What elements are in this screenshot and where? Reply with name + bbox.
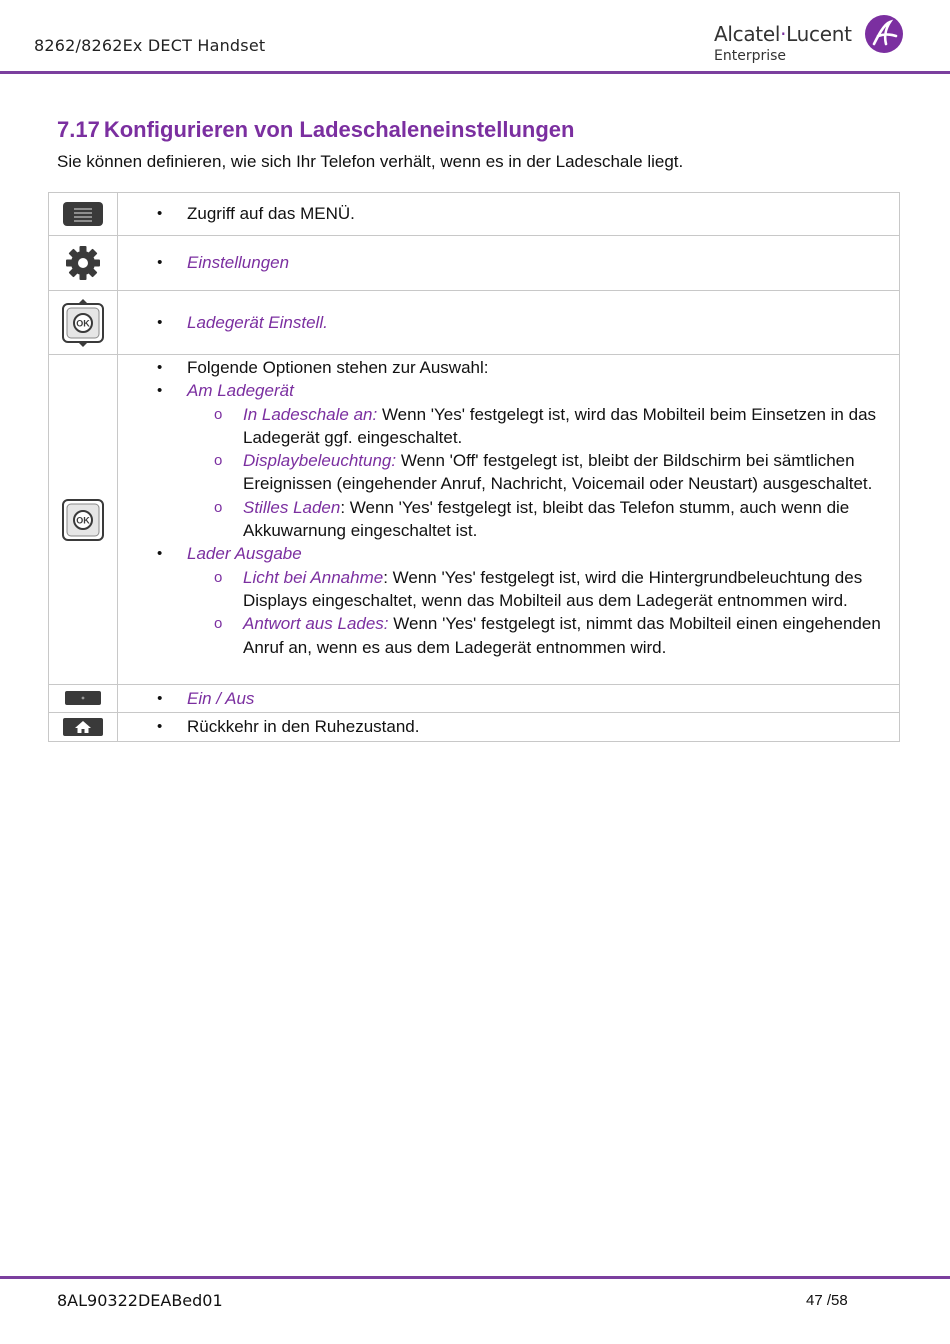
option-description: Wenn 'Yes' festgelegt ist, wird das Mobilteil beim Einsetzen in das Ladegerät ggf. eingeschaltet. [243,404,877,447]
step-icon-cell [49,236,118,291]
option-description: : Wenn 'Yes' festgelegt ist, wird die Hintergrundbeleuchtung des Displays eingeschaltet, wenn das Mobilteil aus dem Ladegerät entnommen wird. [243,567,863,610]
alcatel-lucent-logo-icon [864,14,904,54]
brand-separator: · [780,22,787,46]
step-onoff-text: • Ein / Aus [187,687,899,710]
step-icon-cell [49,713,118,742]
option-term: Licht bei Annahme [243,567,384,587]
step-row-onoff [49,685,900,713]
option-item [243,496,899,543]
step-settings-text: • Einstellungen [187,251,899,274]
option-group-am-ladegeraet [187,379,899,542]
option-group-label: Am Ladegerät [187,381,294,401]
step-text-cell [118,713,900,742]
step-menu-text: • Zugriff auf das MENÜ. [187,202,899,225]
step-text-cell [118,685,900,713]
step-text-cell [118,193,900,236]
section-intro: Sie können definieren, wie sich Ihr Telefon verhält, wenn es in der Ladeschale liegt. [57,152,684,171]
document-reference: 8AL90322DEABed01 [57,1291,223,1310]
step-text-cell [118,236,900,291]
option-item [243,566,899,613]
menu-key-icon [62,201,104,227]
home-key-icon [63,718,103,736]
steps-table [48,192,900,742]
gear-icon [64,244,102,282]
step-icon-cell [49,291,118,355]
step-row-menu [49,193,900,236]
option-term: In Ladeschale an: [243,404,378,424]
options-intro: • Folgende Optionen stehen zur Auswahl: [187,356,899,379]
ok-navigation-key-icon [61,298,105,348]
step-charger-text: • Ladegerät Einstell. [187,311,899,334]
svg-text:OK: OK [76,318,90,328]
header-rule [0,71,950,74]
option-term: Antwort aus Lades: [243,614,389,634]
option-term: Displaybeleuchtung: [243,451,397,471]
option-term: Stilles Laden [243,497,341,517]
step-row-options [49,355,900,685]
step-row-charger [49,291,900,355]
step-row-home [49,713,900,742]
svg-text:OK: OK [76,515,90,525]
brand-subtitle: Enterprise [714,48,787,64]
option-group-lader-ausgabe [187,542,899,658]
option-item [243,403,899,450]
section-heading [57,117,574,143]
option-item [243,449,899,496]
section-number: 7.17 [57,117,100,142]
brand-block [714,14,904,66]
option-description: Wenn 'Off' festgelegt ist, bleibt der Bildschirm bei sämtlichen Ereignissen (eingehender Anruf, Nachricht, Voicemail oder Neustart) ausgeschaltet. [243,451,873,494]
option-group-label: Lader Ausgabe [187,544,302,564]
brand-name-part1: Alcatel [714,22,781,46]
step-row-settings [49,236,900,291]
step-icon-cell [49,685,118,713]
footer-rule [0,1276,950,1279]
document-title: 8262/8262Ex DECT Handset [34,36,266,55]
step-text-cell [118,291,900,355]
option-description: Wenn 'Yes' festgelegt ist, nimmt das Mobilteil einen eingehenden Anruf an, wenn es aus dem Ladegerät entnommen wird. [243,614,881,657]
brand-name [714,22,852,46]
step-icon-cell [49,193,118,236]
step-home-text: • Rückkehr in den Ruhezustand. [187,715,899,738]
page-number: 47 /58 [806,1292,848,1309]
step-text-cell [118,355,900,685]
step-icon-cell [49,355,118,685]
ok-key-icon [62,499,104,541]
brand-name-part2: Lucent [786,22,852,46]
section-title: Konfigurieren von Ladeschaleneinstellungen [103,117,575,142]
softkey-icon [65,691,101,705]
option-item [243,612,899,659]
option-description: : Wenn 'Yes' festgelegt ist, bleibt das Telefon stumm, auch wenn die Akkuwarnung eingeschaltet ist. [243,497,850,541]
